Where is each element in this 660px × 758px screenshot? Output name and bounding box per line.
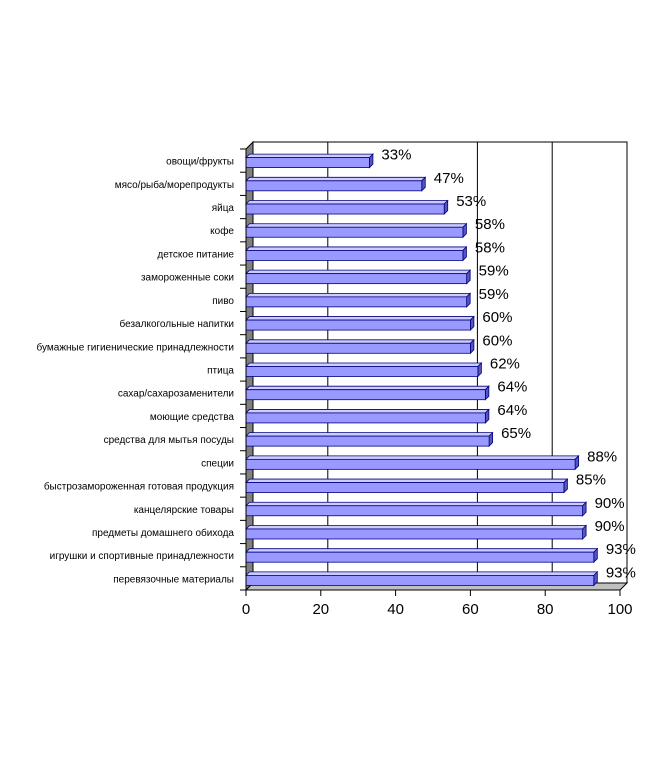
bar-front-14 — [246, 483, 564, 493]
data-label-14: 85% — [575, 471, 606, 489]
category-label-3: кофе — [210, 226, 234, 238]
bar-top-10 — [246, 386, 489, 390]
bar-front-10 — [246, 390, 485, 400]
bar-front-15 — [246, 506, 583, 516]
data-label-2: 53% — [456, 193, 487, 211]
data-label-13: 88% — [587, 448, 618, 466]
category-label-2: яйца — [211, 203, 234, 215]
bar-front-0 — [246, 158, 369, 168]
bars — [246, 154, 597, 585]
bar-7 — [246, 317, 474, 331]
bar-13 — [246, 456, 579, 470]
bar-12 — [246, 433, 493, 447]
bar-front-17 — [246, 552, 594, 562]
category-label-8: бумажные гигиенические принадлежности — [36, 342, 234, 354]
bar-17 — [246, 549, 597, 563]
data-label-15: 90% — [594, 494, 625, 512]
bar-front-4 — [246, 250, 463, 260]
bar-front-3 — [246, 227, 463, 237]
bar-0 — [246, 154, 373, 168]
bar-4 — [246, 247, 466, 261]
bar-front-12 — [246, 436, 489, 446]
bar-6 — [246, 293, 470, 307]
data-label-16: 90% — [594, 517, 625, 535]
bar-front-9 — [246, 367, 478, 377]
data-label-0: 33% — [381, 146, 412, 164]
x-tick-label-100: 100 — [607, 601, 633, 618]
bar-top-4 — [246, 247, 466, 251]
data-label-3: 58% — [474, 216, 505, 234]
category-label-5: замороженные соки — [140, 272, 234, 284]
bar-8 — [246, 340, 474, 354]
bar-front-16 — [246, 529, 583, 539]
category-label-0: овощи/фрукты — [166, 156, 234, 168]
data-label-18: 93% — [605, 564, 636, 582]
data-label-17: 93% — [605, 541, 636, 559]
bar-front-18 — [246, 575, 594, 585]
data-label-9: 62% — [489, 355, 520, 373]
data-label-7: 60% — [482, 309, 513, 327]
bar-top-7 — [246, 317, 474, 321]
bar-2 — [246, 201, 448, 215]
category-label-1: мясо/рыба/морепродукты — [114, 179, 234, 191]
bar-3 — [246, 224, 466, 238]
bar-top-6 — [246, 293, 470, 297]
x-axis — [240, 146, 633, 618]
bar-top-0 — [246, 154, 373, 158]
data-label-8: 60% — [482, 332, 513, 350]
bar-top-3 — [246, 224, 466, 228]
bar-top-13 — [246, 456, 579, 460]
category-label-14: быстрозамороженная готовая продукция — [43, 481, 234, 493]
bar-top-18 — [246, 572, 597, 576]
category-label-6: пиво — [212, 295, 234, 307]
data-label-4: 58% — [474, 239, 505, 257]
category-label-13: специи — [201, 458, 234, 470]
bar-15 — [246, 502, 586, 516]
data-label-12: 65% — [501, 425, 532, 443]
x-tick-label-40: 40 — [387, 601, 404, 618]
category-label-9: птица — [207, 365, 234, 377]
category-label-18: перевязочные материалы — [113, 574, 234, 586]
category-label-15: канцелярские товары — [133, 504, 234, 516]
bar-top-12 — [246, 433, 493, 437]
bar-top-1 — [246, 177, 425, 181]
category-label-10: сахар/сахарозаменители — [117, 388, 234, 400]
bar-front-6 — [246, 297, 467, 307]
category-label-16: предметы домашнего обихода — [91, 527, 234, 539]
data-label-5: 59% — [478, 262, 509, 280]
bar-18 — [246, 572, 597, 586]
x-tick-label-60: 60 — [462, 601, 479, 618]
x-tick-label-20: 20 — [312, 601, 330, 618]
bar-top-17 — [246, 549, 597, 553]
category-label-17: игрушки и спортивные принадлежности — [49, 551, 234, 563]
bar-front-5 — [246, 274, 467, 284]
bar-9 — [246, 363, 481, 377]
bar-1 — [246, 177, 425, 191]
bar-front-1 — [246, 181, 422, 191]
bar-front-13 — [246, 459, 575, 469]
category-label-4: детское питание — [157, 249, 234, 261]
bar-5 — [246, 270, 470, 284]
bar-front-2 — [246, 204, 444, 214]
bar-top-2 — [246, 201, 448, 205]
data-label-1: 47% — [433, 169, 464, 187]
bar-top-15 — [246, 502, 586, 506]
category-label-7: безалкогольные напитки — [119, 319, 234, 331]
bar-11 — [246, 409, 489, 423]
x-tick-label-80: 80 — [536, 601, 554, 618]
bar-top-11 — [246, 409, 489, 413]
data-label-10: 64% — [497, 378, 528, 396]
bar-top-16 — [246, 525, 586, 529]
bar-16 — [246, 525, 586, 539]
data-label-6: 59% — [478, 285, 509, 303]
bar-front-11 — [246, 413, 485, 423]
bar-top-14 — [246, 479, 567, 483]
bar-10 — [246, 386, 489, 400]
x-tick-label-0: 0 — [241, 601, 251, 618]
category-label-12: средства для мытья посуды — [103, 435, 234, 447]
bar-top-8 — [246, 340, 474, 344]
bar-front-8 — [246, 343, 470, 353]
bar-top-9 — [246, 363, 481, 367]
data-label-11: 64% — [497, 401, 528, 419]
bar-front-7 — [246, 320, 470, 330]
bar-top-5 — [246, 270, 470, 274]
bar-14 — [246, 479, 567, 493]
category-label-11: моющие средства — [149, 411, 234, 423]
category-labels — [37, 156, 235, 586]
